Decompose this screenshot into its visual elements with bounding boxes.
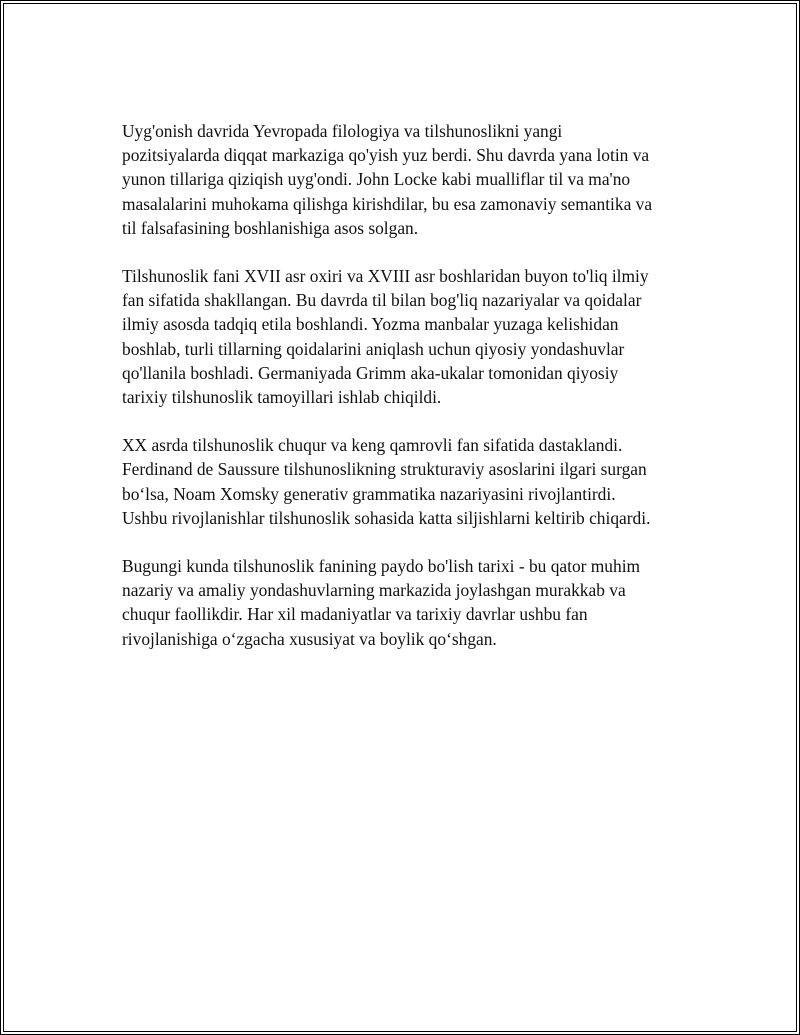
paragraph-present-day: Bugungi kunda tilshunoslik fanining paydo bo'lish tarixi - bu qator muhim nazariy va amaliy yondashuvlarning markazida joylashgan murakkab va chuqur faollikdir. Har xil madaniyatlar va tarixiy davrlar ushbu fan rivojlanishiga o‘zgacha xususiyat va boylik qo‘shgan. bbox=[122, 556, 641, 649]
paragraph-scientific-formation: Tilshunoslik fani XVII asr oxiri va XVIII asr boshlaridan buyon to'liq ilmiy fan sifatida shakllangan. Bu davrda til bilan bog'liq nazariyalar va qoidalar ilmiy asosda tadqiq etila boshlandi. Yozma manbalar yuzaga kelishidan boshlab, turli tillarning qoidalarini aniqlash uchun qiyosiy yondashuvlar qo'llanila boshladi. Germaniyada Grimm aka-ukalar tomonidan qiyosiy tarixiy tilshunoslik tamoyillari ishlab chiqildi. bbox=[122, 266, 649, 408]
paragraph-renaissance: Uyg'onish davrida Yevropada filologiya va tilshunoslikni yangi pozitsiyalarda diqqat markaziga qo'yish yuz berdi. Shu davrda yana lotin va yunon tillariga qiziqish uyg'ondi. John Locke kabi mualliflar til va ma'no masalalarini muhokama qilishga kirishdilar, bu esa zamonaviy semantika va til falsafasining boshlanishiga asos solgan. bbox=[122, 121, 653, 238]
paragraph-twentieth-century: XX asrda tilshunoslik chuqur va keng qamrovli fan sifatida dastaklandi. Ferdinand de Saussure tilshunoslikning strukturaviy asoslarini ilgari surgan bo‘lsa, Noam Xomsky generativ grammatika nazariyasini rivojlantirdi. Ushbu rivojlanishlar tilshunoslik sohasida katta siljishlarni keltirib chiqardi. bbox=[122, 435, 651, 528]
document-body bbox=[122, 119, 692, 675]
